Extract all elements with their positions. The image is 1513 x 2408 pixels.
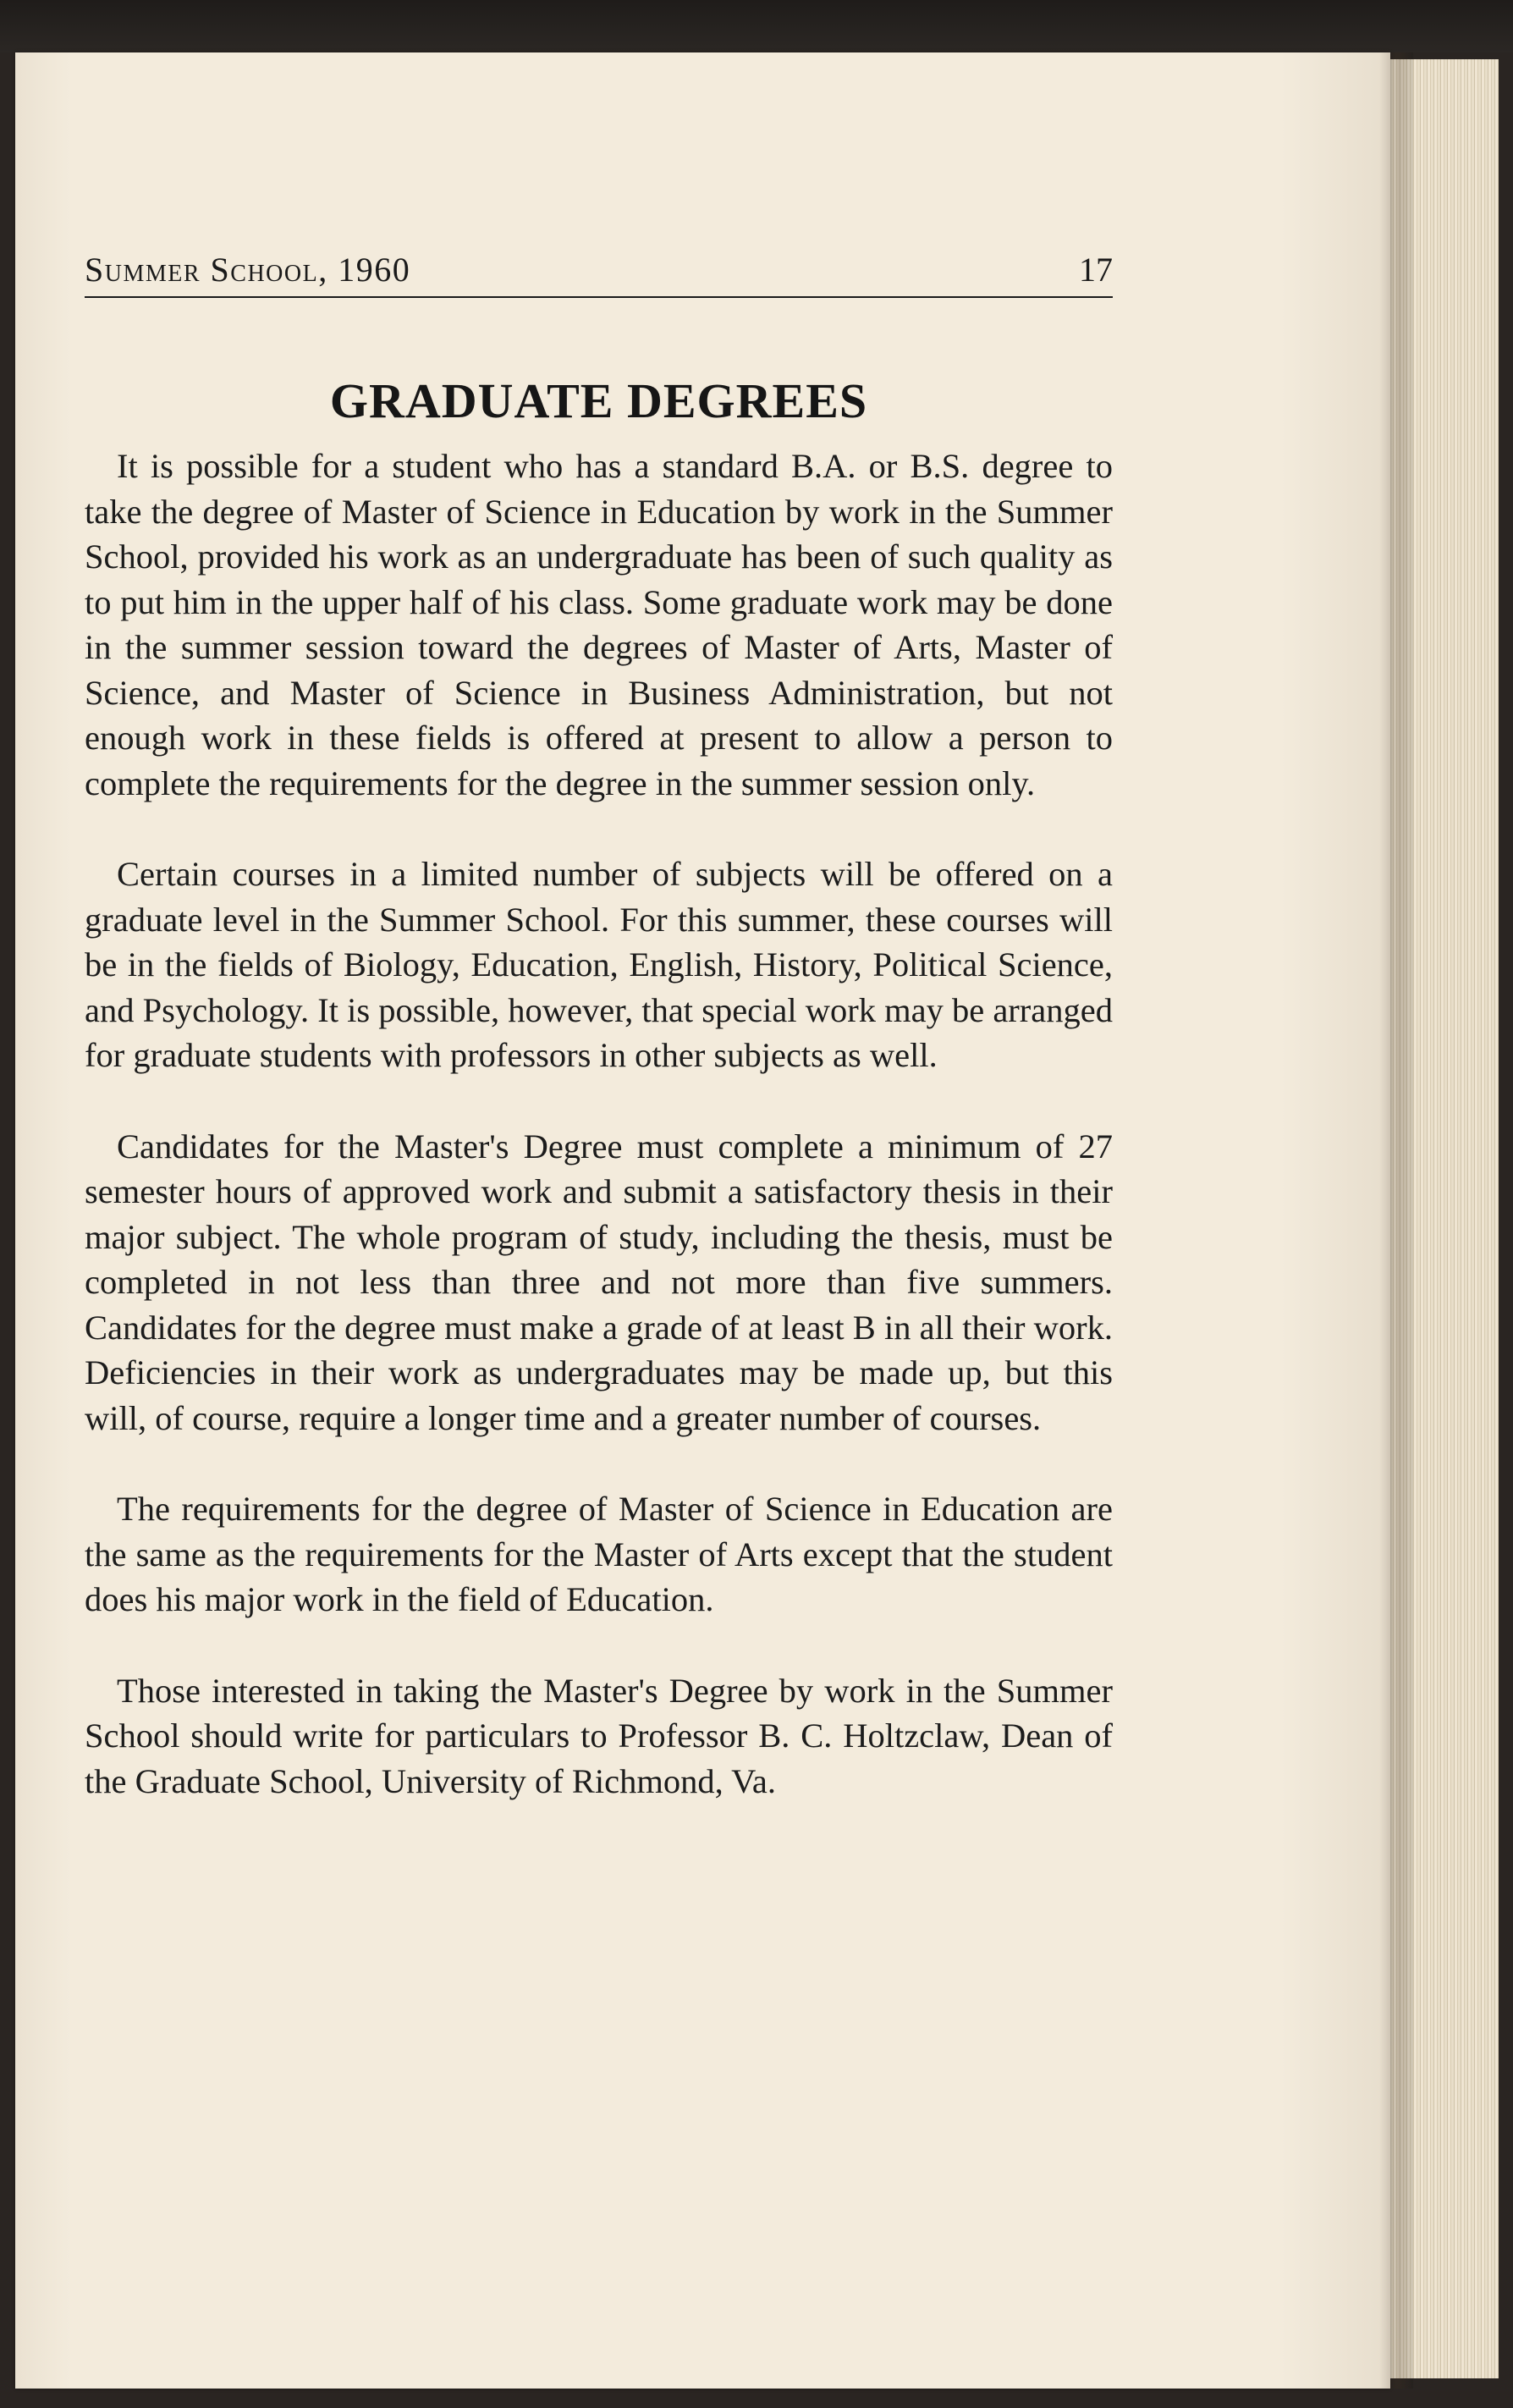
paragraph: The requirements for the degree of Master of Science in Education are the same as the requirements for the Master of Arts except that the student does his major work in the field of Education. [85,1490,1113,1618]
paragraph: Candidates for the Master's Degree must complete a minimum of 27 semester hours of approved work and submit a satisfactory thesis in their major subject. The whole program of study, including the thesis, must be completed in not less than three and not more than five summers. Candidates for the degree must make a grade of at least B in all their work. Deficiencies in their work as undergraduates may be made up, but this will, of course, require a longer time and a greater number of courses. [85,1127,1113,1437]
body-text [85,444,1113,1804]
section-heading: GRADUATE DEGREES [329,373,868,428]
paragraph: It is possible for a student who has a standard B.A. or B.S. degree to take the degree of Master of Science in Education by work in the Summer School, provided his work as an undergraduate has been of such quality as to put him in the upper half of his class. Some graduate work may be done in the summer session toward the degrees of Master of Arts, Master of Science, and Master of Science in Business Administration, but not enough work in these fields is offered at present to allow a person to complete the requirements for the degree in the summer session only. [85,447,1113,802]
paragraph: Certain courses in a limited number of subjects will be offered on a graduate level in the Summer School. For this summer, these courses will be in the fields of Biology, Education, English, History, Political Science, and Psychology. It is possible, however, that special work may be arranged for graduate students with professors in other subjects as well. [85,855,1113,1074]
running-head [85,245,1113,298]
spine-shadow [1379,52,1413,2389]
running-title: Summer School, 1960 [85,251,411,289]
page-number: 17 [1079,251,1113,289]
paragraph: Those interested in taking the Master's Degree by work in the Summer School should write for particulars to Professor B. C. Holtzclaw, Dean of the Graduate School, University of Richmond, Va. [85,1671,1113,1800]
scan-backdrop [0,0,1513,52]
